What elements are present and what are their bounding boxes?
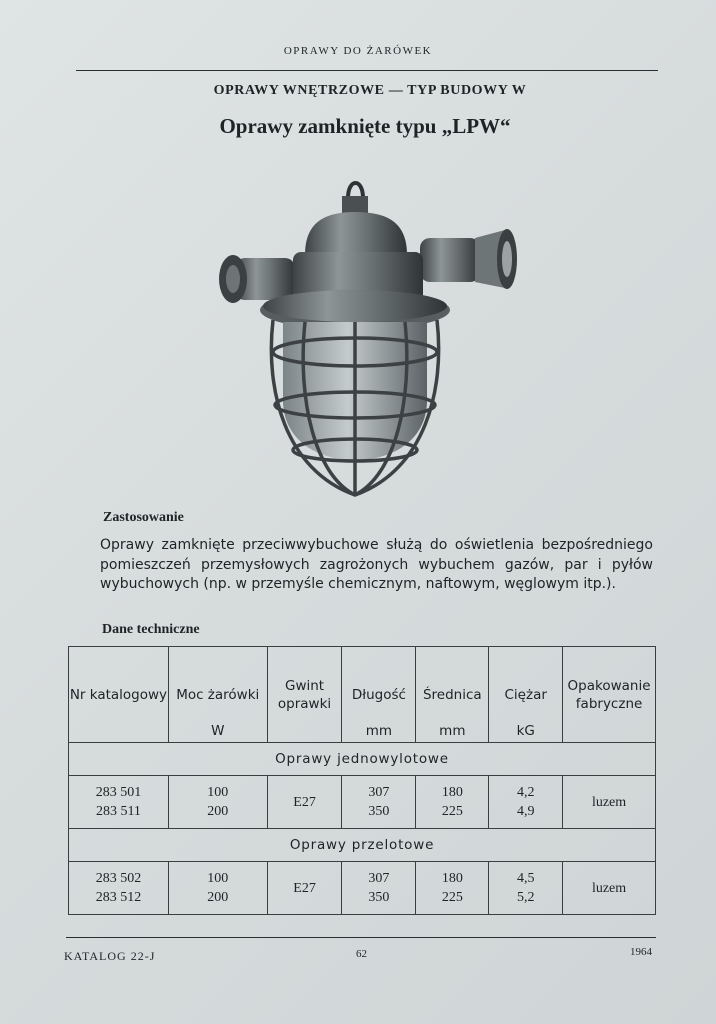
diameter-cell: 180 225 [416, 776, 489, 829]
application-paragraph: Oprawy zamknięte przeciwwybuchowe służą do oświetlenia bezpośredniego pomieszczeń przemysłowych zagrożonych wybuchem gazów, par i pyłów wybuchowych (np. w przemyśle chemicznym, naftowym, węglowym itp.). [100, 537, 653, 592]
packaging-cell: luzem [563, 862, 656, 915]
group-row [69, 743, 656, 776]
group-name: Oprawy przelotowe [69, 829, 656, 862]
footer-year: 1964 [630, 946, 652, 958]
footer-catalog: KATALOG 22-J [64, 949, 156, 963]
weight-cell: 4,2 4,9 [489, 776, 563, 829]
diameter-cell: 180 225 [416, 862, 489, 915]
header-thread: Gwint oprawki [267, 647, 342, 743]
lamp-illustration [205, 160, 525, 505]
running-head: OPRAWY DO ŻARÓWEK [283, 45, 433, 57]
header-weight: Ciężar kG [489, 647, 563, 743]
power-cell: 100 200 [168, 862, 267, 915]
catalog-number-cell: 283 502 283 512 [69, 862, 169, 915]
header-packaging: Opakowanie fabryczne [563, 647, 656, 743]
page-title: Oprawy zamknięte typu „LPW“ [219, 114, 511, 138]
catalog-number-cell: 283 501 283 511 [69, 776, 169, 829]
group-name: Oprawy jednowylotowe [69, 743, 656, 776]
packaging-cell: luzem [563, 776, 656, 829]
table-row [69, 776, 656, 829]
technical-data-heading: Dane techniczne [102, 622, 200, 637]
thread-cell: E27 [267, 776, 342, 829]
weight-cell: 4,5 5,2 [489, 862, 563, 915]
technical-data-table [68, 646, 656, 915]
header-rule [76, 70, 658, 71]
thread-cell: E27 [267, 862, 342, 915]
header-diameter: Średnica mm [416, 647, 489, 743]
length-cell: 307 350 [342, 862, 416, 915]
application-heading: Zastosowanie [103, 510, 184, 525]
section-title: OPRAWY WNĘTRZOWE — TYP BUDOWY W [213, 83, 527, 98]
page-number: 62 [356, 948, 367, 960]
length-cell: 307 350 [342, 776, 416, 829]
header-catalog-number: Nr katalogowy [69, 647, 169, 743]
table-row [69, 862, 656, 915]
footer-rule [66, 937, 656, 938]
table-header-row [69, 647, 656, 743]
header-bulb-power: Moc żarówki W [168, 647, 267, 743]
header-length: Długość mm [342, 647, 416, 743]
group-row [69, 829, 656, 862]
power-cell: 100 200 [168, 776, 267, 829]
